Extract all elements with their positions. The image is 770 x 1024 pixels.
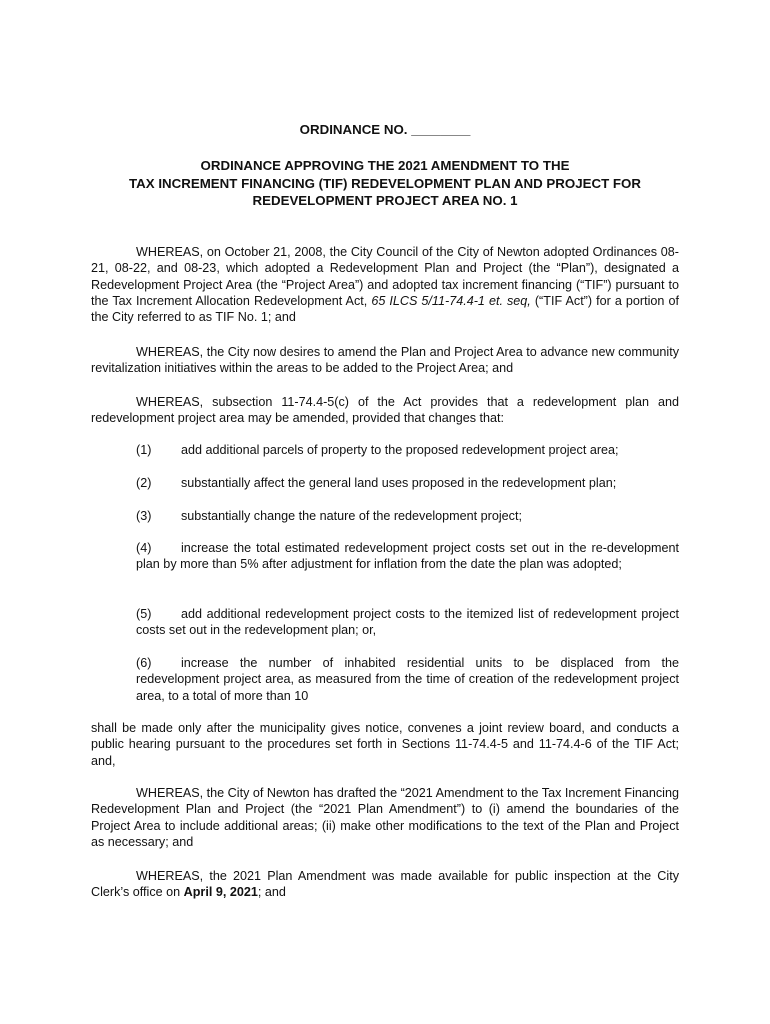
whereas-paragraph-3: WHEREAS, subsection 11-74.4-5(c) of the Act provides that a redevelopment plan and redevelopment project area may be amended, provided that changes that: <box>91 395 679 426</box>
para6-text-b: ; and <box>257 885 286 900</box>
list-item-number: (4) <box>136 541 152 555</box>
list-item <box>136 442 679 458</box>
list-item-number: (1) <box>136 443 152 457</box>
para6-text-a: WHEREAS, the 2021 Plan Amendment was made available for public inspection at the City Clerk’s office on <box>91 869 679 900</box>
whereas-paragraph-1 <box>91 244 679 325</box>
title-line-1: ORDINANCE APPROVING THE 2021 AMENDMENT TO THE <box>200 158 570 173</box>
para1-citation: 65 ILCS 5/11-74.4-1 et. seq, <box>371 293 531 308</box>
list-item <box>136 475 679 491</box>
para1-text-a: WHEREAS, on October 21, 2008, the City Council of the City of Newton adopted Ordinances 08-21, 08-22, and 08-23, which adopted a Redevelopment Plan and Project (the “Plan”), designated a Redevelopment Project Area (the “Project Area”) and adopted tax increment financing (“TIF”) pursuant to the Tax Increment Allocation Redevelopment Act, <box>91 245 679 308</box>
list-item <box>136 655 679 704</box>
list-item <box>136 606 679 639</box>
continuation-paragraph: shall be made only after the municipality gives notice, convenes a joint review board, and conducts a public hearing pursuant to the procedures set forth in Sections 11-74.4-5 and 11-74.4-6 of the TIF Act; and, <box>91 721 679 768</box>
list-item-text: add additional redevelopment project costs to the itemized list of redevelopment project costs set out in the redevelopment plan; or, <box>136 607 679 638</box>
title-line-3: REDEVELOPMENT PROJECT AREA NO. 1 <box>252 193 518 208</box>
title-line-2: TAX INCREMENT FINANCING (TIF) REDEVELOPMENT PLAN AND PROJECT FOR <box>129 175 641 191</box>
list-item-number: (2) <box>136 476 152 490</box>
document-page <box>91 0 679 1024</box>
list-item-number: (3) <box>136 509 152 523</box>
whereas-paragraph-4: WHEREAS, the City of Newton has drafted the “2021 Amendment to the Tax Increment Financing Redevelopment Plan and Project (the “2021 Plan Amendment”) to (i) amend the boundaries of the Project Area to include additional areas; (ii) make other modifications to the text of the Plan and Project as necessary; and <box>91 786 679 849</box>
ordinance-number: ORDINANCE NO. ________ <box>299 122 471 137</box>
ordinance-title <box>91 157 679 210</box>
whereas-paragraph-5 <box>91 868 679 901</box>
list-item-text: add additional parcels of property to the proposed redevelopment project area; <box>181 443 619 457</box>
list-item <box>136 508 679 524</box>
para1-text-b: (“TIF Act”) for a portion of the City referred to as TIF No. 1; and <box>91 293 679 325</box>
list-item-text: increase the number of inhabited residential units to be displaced from the redevelopment project area, as measured from the time of creation of the redevelopment project area, to a total of more than 10 <box>136 656 679 703</box>
whereas-paragraph-2: WHEREAS, the City now desires to amend the Plan and Project Area to advance new community revitalization initiatives within the areas to be added to the Project Area; and <box>91 345 679 376</box>
list-item <box>136 540 679 573</box>
list-item-number: (6) <box>136 656 152 670</box>
list-item-text: substantially change the nature of the redevelopment project; <box>181 509 522 523</box>
list-item-number: (5) <box>136 607 152 621</box>
inspection-date: April 9, 2021 <box>183 885 258 900</box>
list-item-text: substantially affect the general land uses proposed in the redevelopment plan; <box>181 476 617 490</box>
list-item-text: increase the total estimated redevelopment project costs set out in the re-development plan by more than 5% after adjustment for inflation from the date the plan was adopted; <box>136 541 679 572</box>
